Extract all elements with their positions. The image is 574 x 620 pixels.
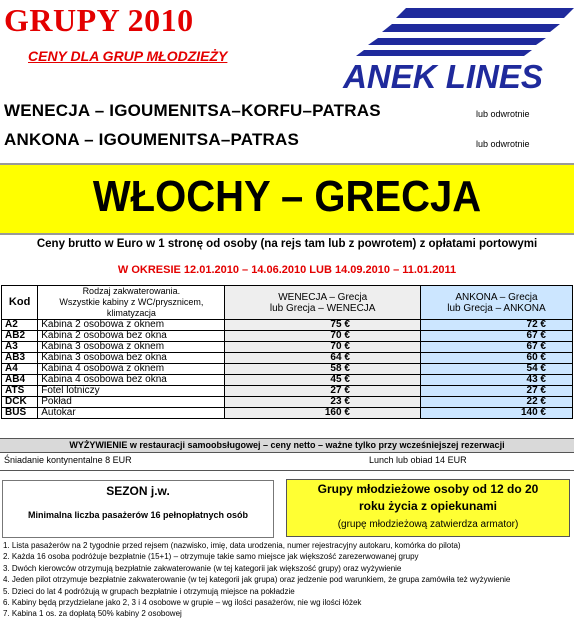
price-ancona: 67 € <box>420 342 572 353</box>
period: W OKRESIE 12.01.2010 – 14.06.2010 LUB 14.09.2010 – 11.01.2011 <box>117 264 457 276</box>
notes-list <box>3 540 510 620</box>
price-ancona: 67 € <box>420 331 572 342</box>
logo-text: ANEK LINES <box>343 58 543 94</box>
table-row <box>2 375 573 386</box>
header-ancona-line1: ANKONA – Grecja <box>455 291 538 303</box>
note-item: 4. Jeden pilot otrzymuje bezpłatnie zakwaterowanie (w tej kategorii jak grupa) oraz jedzenie pod warunkiem, że grupa zamówiła też wyżywienie <box>3 575 511 585</box>
table-row <box>2 342 573 353</box>
header-code: Kod <box>2 286 38 320</box>
youth-line3: (grupę młodzieżową zatwierdza armator) <box>337 519 519 530</box>
divider <box>0 470 574 471</box>
table-header-row <box>2 286 573 320</box>
cabin-description: Kabina 3 osobowa z oknem <box>38 342 225 353</box>
cabin-description: Autokar <box>38 408 225 419</box>
price-venice: 45 € <box>225 375 420 386</box>
youth-line2: roku życia z opiekunami <box>358 499 498 513</box>
header-description-line1: Rodzaj zakwaterowania. <box>82 286 181 296</box>
note-item: 6. Kabiny będą przydzielane jako 2, 3 i 4 osobowe w grupie – wg ilości pasażerów, nie wg ilości łóżek <box>3 598 362 608</box>
cabin-code: ATS <box>2 386 38 397</box>
price-venice: 27 € <box>225 386 420 397</box>
price-ancona: 43 € <box>420 375 572 386</box>
note-item: 2. Każda 16 osoba podróżuje bezpłatnie (15+1) – otrzymuje takie samo miejsce jak większość zarezerwowanej grupy <box>3 552 419 562</box>
page-subtitle: CENY DLA GRUP MŁODZIEŻY <box>28 48 228 64</box>
cabin-description: Fotel lotniczy <box>38 386 225 397</box>
header-ancona-line2: lub Grecja – ANKONA <box>447 302 546 314</box>
price-venice: 23 € <box>225 397 420 408</box>
cabin-code: AB2 <box>2 331 38 342</box>
cabin-code: AB3 <box>2 353 38 364</box>
header-venice-line2: lub Grecja – WENECJA <box>269 302 376 314</box>
route-venice-note: lub odwrotnie <box>476 109 530 119</box>
header-ancona <box>420 286 572 320</box>
table-row <box>2 331 573 342</box>
cabin-code: BUS <box>2 408 38 419</box>
page-title: GRUPY 2010 <box>4 2 194 38</box>
price-ancona: 140 € <box>420 408 572 419</box>
route-ancona-note: lub odwrotnie <box>476 139 530 149</box>
price-venice: 75 € <box>225 320 420 331</box>
youth-line1: Grupy młodzieżowe osoby od 12 do 20 <box>317 482 539 496</box>
cabin-code: AB4 <box>2 375 38 386</box>
cabin-code: A4 <box>2 364 38 375</box>
price-venice: 70 € <box>225 331 420 342</box>
price-venice: 160 € <box>225 408 420 419</box>
meals-bar: WYŻYWIENIE w restauracji samoobsługowej – ceny netto – ważne tylko przy wcześniejszej rezerwacji <box>0 438 574 453</box>
route-venice: WENECJA – IGOUMENITSA–KORFU–PATRAS <box>4 101 381 120</box>
min-passengers: Minimalna liczba pasażerów 16 pełnopłatnych osób <box>27 510 249 520</box>
cabin-code: DCK <box>2 397 38 408</box>
route-ancona: ANKONA – IGOUMENITSA–PATRAS <box>4 130 300 149</box>
cabin-code: A3 <box>2 342 38 353</box>
table-row <box>2 320 573 331</box>
table-row <box>2 397 573 408</box>
price-venice: 64 € <box>225 353 420 364</box>
header-description <box>38 286 225 320</box>
cabin-description: Kabina 2 osobowa z oknem <box>38 320 225 331</box>
lunch-price: Lunch lub obiad 14 EUR <box>369 455 467 465</box>
price-ancona: 54 € <box>420 364 572 375</box>
note-item: 7. Kabina 1 os. za dopłatą 50% kabiny 2 osobowej <box>3 609 182 619</box>
header-venice-line1: WENECJA – Grecja <box>278 291 368 303</box>
prices-note: Ceny brutto w Euro w 1 stronę od osoby (na rejs tam lub z powrotem) z opłatami portowymi <box>36 238 538 250</box>
breakfast-price: Śniadanie kontynentalne 8 EUR <box>4 455 132 465</box>
cabin-description: Kabina 2 osobowa bez okna <box>38 331 225 342</box>
header-description-line2: Wszystkie kabiny z WC/prysznicem, klimatyzacja <box>59 297 204 318</box>
table-row <box>2 408 573 419</box>
table-row <box>2 364 573 375</box>
price-ancona: 27 € <box>420 386 572 397</box>
price-venice: 70 € <box>225 342 420 353</box>
anek-lines-logo <box>308 2 574 94</box>
cabin-description: Kabina 4 osobowa bez okna <box>38 375 225 386</box>
price-table <box>1 285 573 419</box>
price-ancona: 72 € <box>420 320 572 331</box>
cabin-description: Kabina 3 osobowa bez okna <box>38 353 225 364</box>
cabin-description: Kabina 4 osobowa z oknem <box>38 364 225 375</box>
season-label: SEZON j.w. <box>106 484 170 498</box>
price-venice: 58 € <box>225 364 420 375</box>
note-item: 3. Dwóch kierowców otrzymują bezpłatnie zakwaterowanie (w tej kategorii jak większość grupy) oraz wyżywienie <box>3 563 402 573</box>
table-row <box>2 386 573 397</box>
note-item: 5. Dzieci do lat 4 podróżują w grupach bezpłatnie i otrzymują miejsce na pokładzie <box>3 586 295 596</box>
price-ancona: 22 € <box>420 397 572 408</box>
header-venice <box>225 286 420 320</box>
note-item: 1. Lista pasażerów na 2 tygodnie przed rejsem (nazwisko, imię, data urodzenia, numer rejestracyjny autokaru, komórka do pilota) <box>3 541 461 550</box>
table-row <box>2 353 573 364</box>
banner-title: WŁOCHY – GRECJA <box>92 173 482 221</box>
cabin-description: Pokład <box>38 397 225 408</box>
cabin-code: A2 <box>2 320 38 331</box>
price-ancona: 60 € <box>420 353 572 364</box>
